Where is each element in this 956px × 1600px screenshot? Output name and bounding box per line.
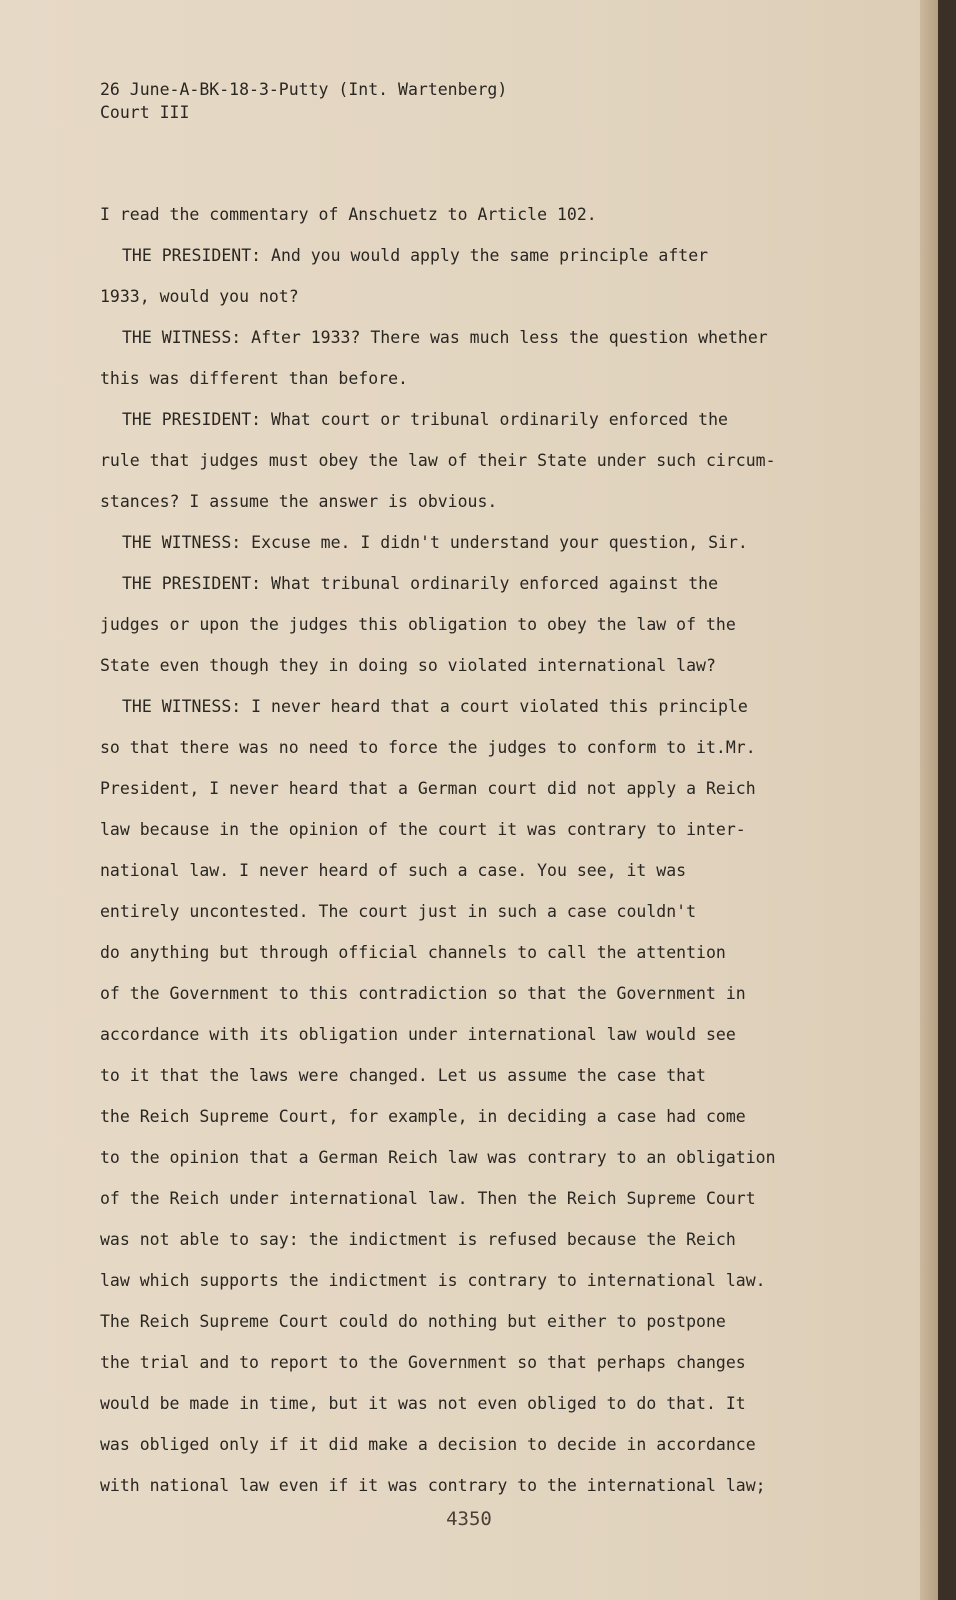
transcript-body [100, 194, 800, 1506]
transcript-line: I read the commentary of Anschuetz to Article 102. [100, 205, 597, 224]
transcript-line: was not able to say: the indictment is refused because the Reich [100, 1230, 736, 1249]
transcript-line: to the opinion that a German Reich law was contrary to an obligation [100, 1148, 776, 1167]
transcript-line: rule that judges must obey the law of their State under such circum- [100, 451, 776, 470]
transcript [100, 78, 800, 1506]
transcript-line: State even though they in doing so violated international law? [100, 656, 716, 675]
page-header [100, 78, 800, 124]
transcript-line: The Reich Supreme Court could do nothing but either to postpone [100, 1312, 726, 1331]
header-court: Court III [100, 103, 190, 122]
transcript-line: the Reich Supreme Court, for example, in deciding a case had come [100, 1107, 746, 1126]
transcript-line: accordance with its obligation under international law would see [100, 1025, 736, 1044]
transcript-line: this was different than before. [100, 369, 408, 388]
transcript-line: entirely uncontested. The court just in such a case couldn't [100, 902, 697, 921]
transcript-line: so that there was no need to force the judges to conform to it.Mr. [100, 738, 756, 757]
transcript-line: THE PRESIDENT: And you would apply the same principle after [122, 246, 709, 265]
transcript-line: law because in the opinion of the court it was contrary to inter- [100, 820, 746, 839]
transcript-line: THE WITNESS: After 1933? There was much less the question whether [122, 328, 768, 347]
transcript-line: to it that the laws were changed. Let us assume the case that [100, 1066, 706, 1085]
transcript-line: of the Reich under international law. Then the Reich Supreme Court [100, 1189, 756, 1208]
transcript-line: THE PRESIDENT: What tribunal ordinarily enforced against the [122, 574, 719, 593]
transcript-line: law which supports the indictment is contrary to international law. [100, 1271, 766, 1290]
transcript-line: was obliged only if it did make a decision to decide in accordance [100, 1435, 756, 1454]
transcript-line: with national law even if it was contrary to the international law; [100, 1476, 766, 1495]
transcript-line: President, I never heard that a German court did not apply a Reich [100, 779, 756, 798]
page-number: 4350 [446, 1508, 492, 1530]
transcript-line: of the Government to this contradiction so that the Government in [100, 984, 746, 1003]
transcript-line: would be made in time, but it was not even obliged to do that. It [100, 1394, 746, 1413]
transcript-line: judges or upon the judges this obligation to obey the law of the [100, 615, 736, 634]
header-reference: 26 June-A-BK-18-3-Putty (Int. Wartenberg) [100, 80, 508, 99]
transcript-line: 1933, would you not? [100, 287, 299, 306]
transcript-line: national law. I never heard of such a case. You see, it was [100, 861, 687, 880]
transcript-line: THE WITNESS: Excuse me. I didn't understand your question, Sir. [122, 533, 748, 552]
page-edge [920, 0, 938, 1600]
transcript-line: do anything but through official channels to call the attention [100, 943, 726, 962]
transcript-line: the trial and to report to the Government so that perhaps changes [100, 1353, 746, 1372]
transcript-line: THE PRESIDENT: What court or tribunal ordinarily enforced the [122, 410, 728, 429]
transcript-line: stances? I assume the answer is obvious. [100, 492, 498, 511]
transcript-line: THE WITNESS: I never heard that a court violated this principle [122, 697, 748, 716]
